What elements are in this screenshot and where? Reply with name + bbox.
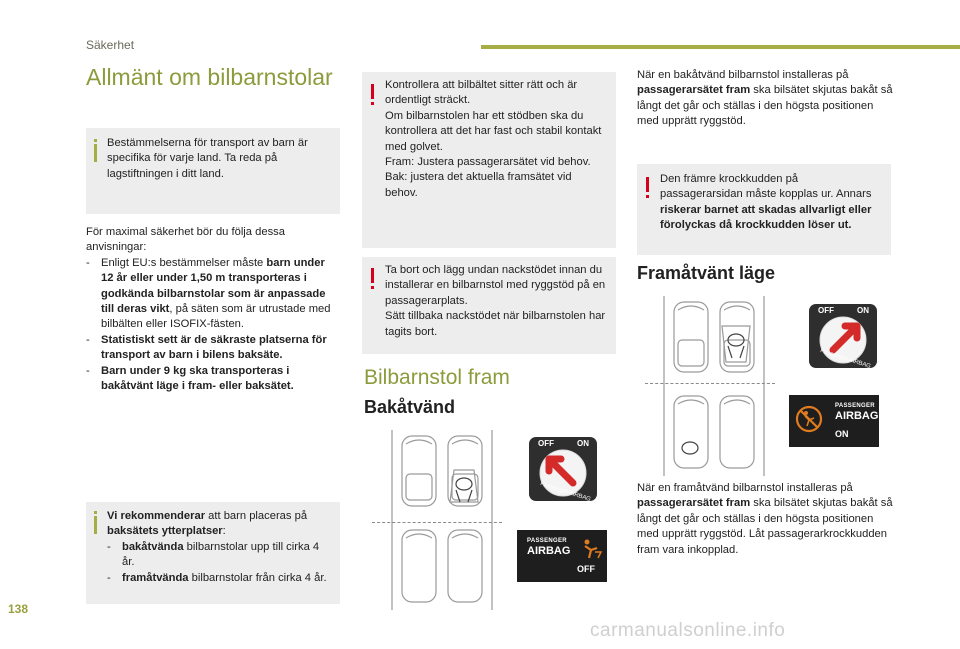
bullet-rear-seat: - Statistiskt sett är de säkraste platserna för transport av barn i bilens baksäte. — [86, 333, 327, 362]
safety-instructions — [86, 225, 338, 394]
heading-forward-facing: Framåtvänt läge — [637, 263, 776, 283]
watermark: carmanualsonline.info — [590, 620, 786, 641]
forward-facing-installation-text: När en framåtvänd bilbarnstol installeras på passagerarsätet fram ska bilsätet skjutas bakåt så långt det går och ställas i den högsta positionen med upprätt ryggstöd. Låt passagerarkrockkudden fram vara inkopplad. — [637, 482, 893, 556]
header-rule — [481, 45, 960, 49]
switch-off-label: OFF — [818, 306, 834, 315]
switch-on-label: ON — [577, 439, 589, 448]
switch-ring-label: Passenger AIRBAG — [539, 481, 592, 503]
lamp-state: ON — [835, 429, 849, 439]
warning-disable-airbag-text: Den främre krockkudden på passagerarsidan måste kopplas ur. Annars riskerar barnet att skadas allvarligt eller förolyckas då krockkudden löser ut. — [660, 173, 872, 232]
section-label: Säkerhet — [86, 38, 135, 52]
bullet-under-9kg: - Barn under 9 kg ska transporteras i bakåtvänt läge i fram- eller baksätet. — [86, 364, 294, 393]
warning-box-seatbelt — [362, 72, 616, 248]
warning-icon — [371, 268, 374, 283]
info-icon — [94, 516, 97, 534]
switch-ring-label: Passenger AIRBAG — [819, 348, 872, 370]
divider-dashed — [645, 383, 775, 384]
warning-box-disable-airbag — [637, 164, 891, 255]
info-box-regulations — [86, 128, 340, 214]
warning-seatbelt-text: Kontrollera att bilbältet sitter rätt och är ordentligt sträckt. Om bilbarnstolen har ett stödben ska du kontrollera att det har fast och stabil kontakt med golvet. Fram: Justera passagerarsätet vid behov. Bak: justera det aktuella framsätet vid behov. — [385, 79, 602, 199]
airbag-switch-on — [809, 304, 877, 368]
car-rear-facing-illustration — [388, 430, 496, 610]
lamp-line2: AIRBAG — [527, 545, 571, 557]
recommend-item-rear-facing: - bakåtvända bilbarnstolar upp till cirka 4 år. — [107, 540, 320, 569]
heading-rear-facing: Bakåtvänd — [364, 397, 456, 417]
instructions-intro: För maximal säkerhet bör du följa dessa anvisningar: — [86, 226, 285, 254]
airbag-lamp-off — [517, 530, 607, 582]
lamp-line1: PASSENGER — [527, 538, 567, 544]
warning-icon — [646, 177, 649, 192]
switch-on-label: ON — [857, 306, 869, 315]
rear-facing-installation-text: När en bakåtvänd bilbarnstol installeras på passagerarsätet fram ska bilsätet skjutas bakåt så långt det går och ställas i den högsta positionen med upprätt ryggstöd. — [637, 69, 893, 128]
divider-dashed — [372, 522, 502, 523]
warning-box-headrest — [362, 257, 616, 354]
lamp-line2: AIRBAG — [835, 410, 879, 422]
switch-off-label: OFF — [538, 439, 554, 448]
recommendation-text: Vi rekommenderar att barn placeras på baksätets ytterplatser: - bakåtvända bilbarnstolar upp till cirka 4 år. - framåtvända bilbarnstolar från cirka 4 år. — [107, 509, 333, 586]
info-box-text: Bestämmelserna för transport av barn är specifika för varje land. Ta reda på lagstiftningen i ditt land. — [107, 137, 308, 180]
info-icon — [94, 144, 97, 162]
recommend-item-forward-facing: - framåtvända bilbarnstolar från cirka 4 år. — [107, 571, 327, 584]
lamp-line1: PASSENGER — [835, 403, 875, 409]
heading-front-seat: Bilbarnstol fram — [364, 366, 510, 389]
bullet-eu-rules: - Enligt EU:s bestämmelser måste barn under 12 år eller under 1,50 m transporteras i godkända bilbarnstolar som är anpassade till deras vikt, på säten som är utrustade med bilbälten eller ISOFIX-fästen. — [86, 256, 331, 331]
airbag-lamp-on — [789, 395, 879, 447]
info-box-recommendation — [86, 502, 340, 604]
car-forward-facing-illustration — [660, 296, 768, 476]
warning-icon — [371, 84, 374, 99]
airbag-disabled-icon — [794, 404, 824, 434]
airbag-switch-off — [529, 437, 597, 501]
page-number: 138 — [8, 602, 29, 616]
warning-headrest-text: Ta bort och lägg undan nackstödet innan du installerar en bilbarnstol med ryggstöd på en passagerarplats. Sätt tillbaka nackstödet när bilbarnstolen har tagits bort. — [385, 264, 606, 338]
page-title: Allmänt om bilbarnstolar — [86, 64, 333, 90]
airbag-deploy-icon — [579, 538, 603, 560]
lamp-state: OFF — [577, 564, 595, 574]
